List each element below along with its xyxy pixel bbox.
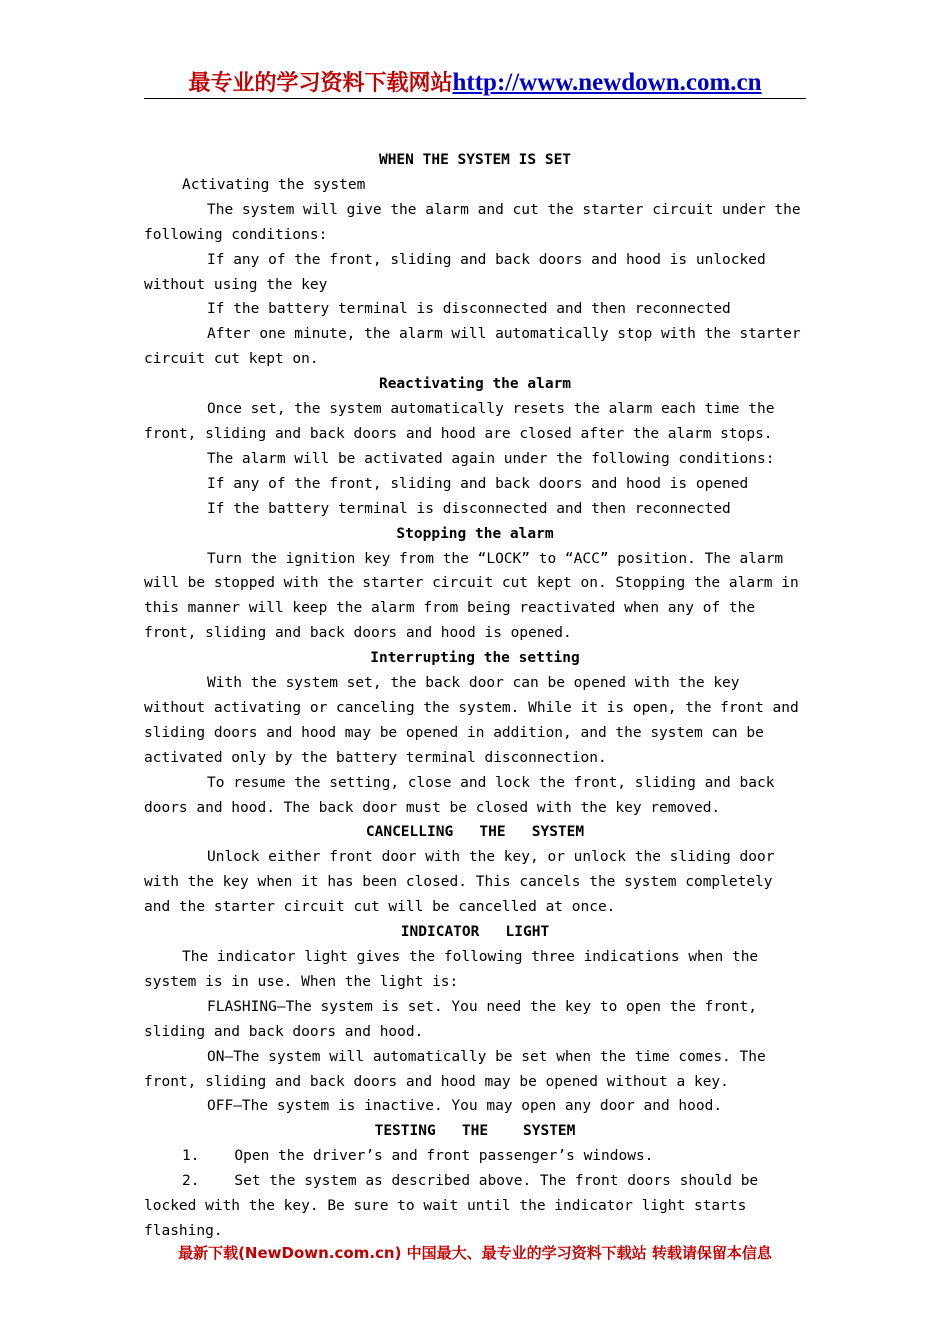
- section-heading: Interrupting the setting: [370, 650, 580, 667]
- paragraph: With the system set, the back door can be opened with the key without activating or canceling the system. While it is open, the front and sliding doors and hood may be opened in addition, and the system can be activated only by the battery terminal disconnection.: [144, 675, 808, 766]
- list-item: 2. Set the system as described above. The front doors should be locked with the key. Be sure to wait until the indicator light starts flashing.: [144, 1173, 767, 1239]
- paragraph: OFF—The system is inactive. You may open any door and hood.: [207, 1098, 723, 1115]
- paragraph: FLASHING—The system is set. You need the key to open the front, sliding and back doors and hood.: [144, 998, 766, 1040]
- section-heading: Stopping the alarm: [396, 525, 554, 542]
- paragraph: Once set, the system automatically resets the alarm each time the front, sliding and back doors and hood are closed after the alarm stops.: [144, 401, 784, 442]
- section-heading: Reactivating the alarm: [378, 376, 572, 393]
- document-body: [144, 148, 810, 1244]
- page-footer: 最新下载(NewDown.com.cn) 中国最大、最专业的学习资料下载站 转载请保留本信息: [178, 1244, 772, 1262]
- paragraph: If the battery terminal is disconnected and then reconnected: [207, 301, 731, 318]
- paragraph: Unlock either front door with the key, or unlock the sliding door with the key when it has been closed. This cancels the system completely and the starter circuit cut will be cancelled at once.: [144, 849, 784, 916]
- site-url-link[interactable]: http://www.newdown.com.cn: [452, 69, 762, 96]
- paragraph: The system will give the alarm and cut the starter circuit under the following conditions:: [144, 201, 810, 243]
- page-header: [144, 66, 806, 99]
- section-heading: WHEN THE SYSTEM IS SET: [378, 152, 572, 168]
- section-heading: INDICATOR LIGHT: [400, 924, 550, 941]
- paragraph: After one minute, the alarm will automatically stop with the starter circuit cut kept on.: [144, 326, 810, 368]
- site-title: 最专业的学习资料下载网站: [188, 71, 453, 96]
- paragraph: The indicator light gives the following three indications when the system is in use. When the light is:: [144, 949, 767, 990]
- paragraph: To resume the setting, close and lock the front, sliding and back doors and hood. The back door must be closed with the key removed.: [144, 774, 784, 816]
- paragraph: If the battery terminal is disconnected and then reconnected: [207, 500, 731, 517]
- paragraph: If any of the front, sliding and back doors and hood is opened: [207, 475, 749, 492]
- section-heading: TESTING THE SYSTEM: [374, 1123, 576, 1140]
- list-item: 1. Open the driver’s and front passenger’s windows.: [182, 1148, 654, 1165]
- paragraph: Turn the ignition key from the “LOCK” to “ACC” position. The alarm will be stopped with the starter circuit cut kept on. Stopping the alarm in this manner will keep the alarm from being reactivated when any of the front, sliding and back doors and hood is opened.: [144, 550, 808, 642]
- paragraph: If any of the front, sliding and back doors and hood is unlocked without using the key: [144, 251, 775, 293]
- subheading: Activating the system: [182, 176, 366, 193]
- paragraph: ON—The system will automatically be set when the time comes. The front, sliding and back doors and hood may be opened without a key.: [144, 1048, 775, 1090]
- paragraph: The alarm will be activated again under the following conditions:: [207, 450, 775, 467]
- section-heading: CANCELLING THE SYSTEM: [365, 824, 585, 841]
